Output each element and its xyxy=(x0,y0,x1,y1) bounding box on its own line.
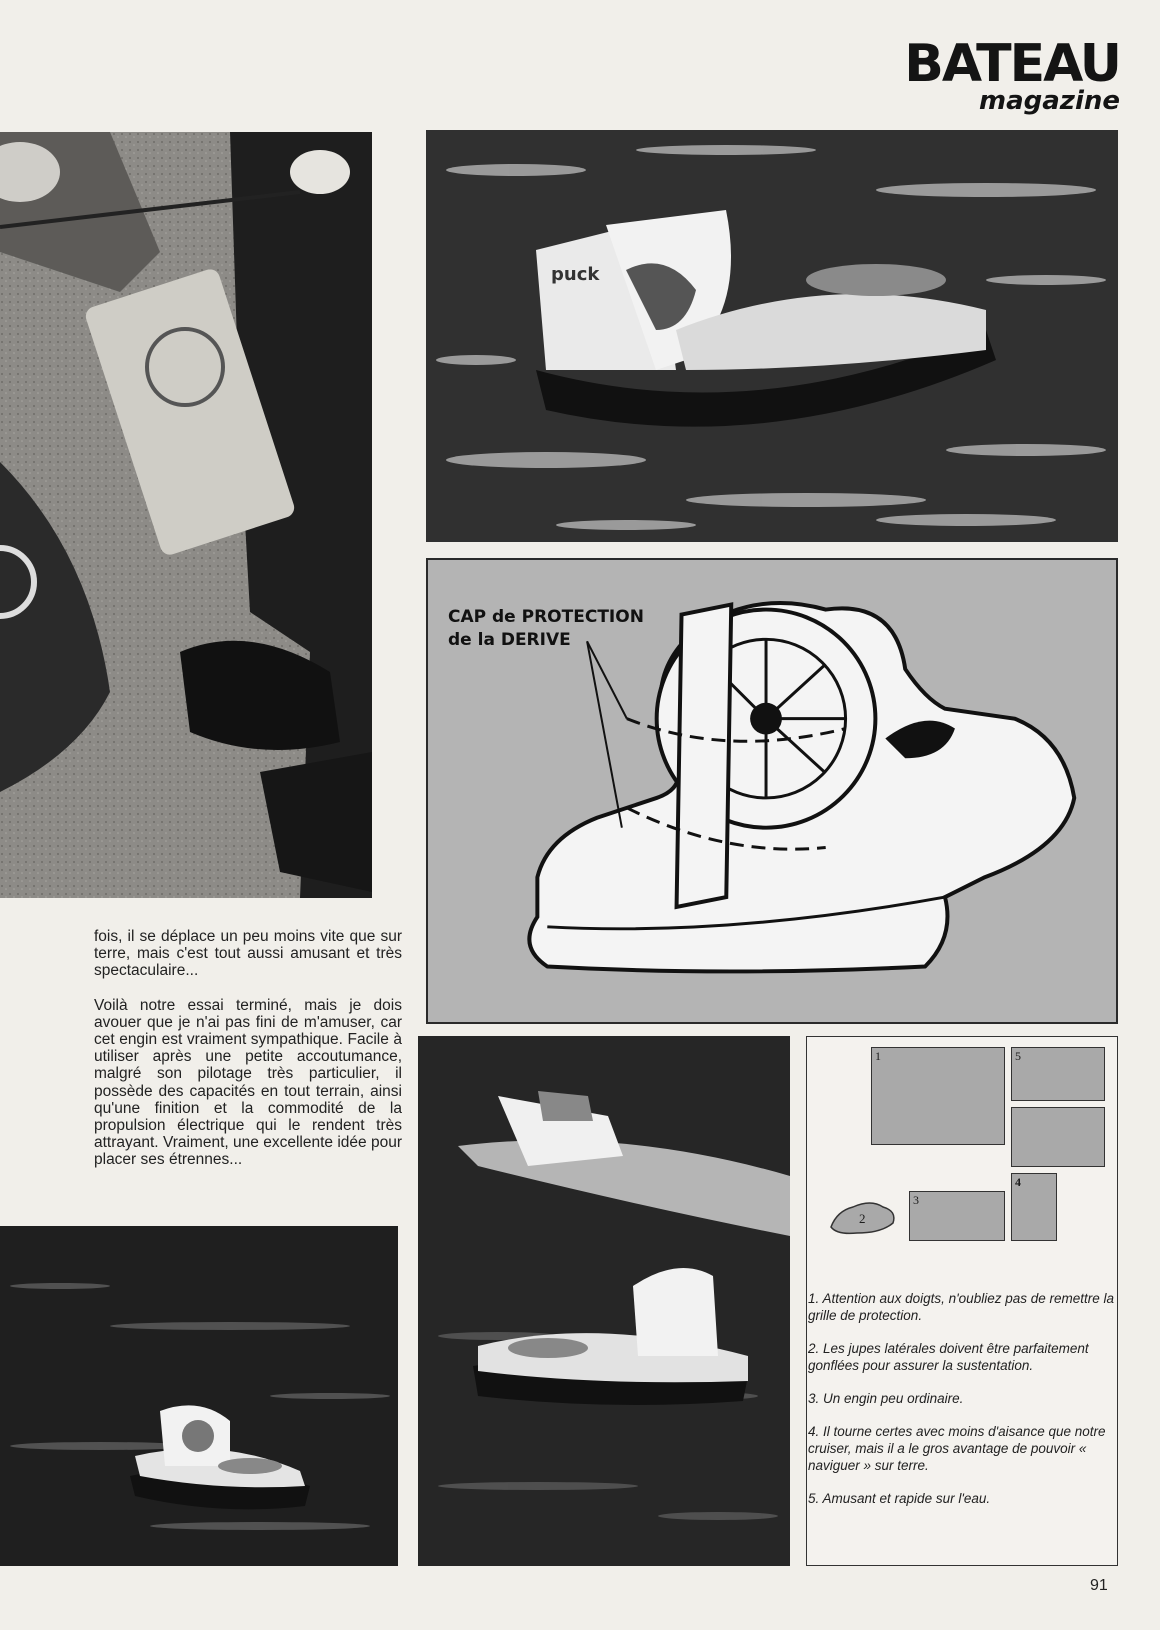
photo-boat-and-hovercraft xyxy=(418,1036,790,1566)
legend-number: 5 xyxy=(1015,1049,1021,1063)
masthead-title: BATEAU xyxy=(904,34,1120,94)
legend-number: 1 xyxy=(875,1049,881,1063)
legend-cell-blank xyxy=(1011,1107,1105,1167)
article-paragraph: fois, il se déplace un peu moins vite que sur terre, mais c'est tout aussi amusant et très spectaculaire... xyxy=(94,928,402,980)
masthead-subtitle: magazine xyxy=(979,86,1120,116)
caption-item: 5. Amusant et rapide sur l'eau. xyxy=(808,1491,991,1506)
legend-cell-3 xyxy=(909,1191,1005,1241)
caption-list xyxy=(808,1290,1120,1523)
legend-number: 4 xyxy=(1015,1175,1021,1189)
caption-item: 4. Il tourne certes avec moins d'aisance que notre cruiser, mais il a le gros avantage de pouvoir « naviguer » sur terre. xyxy=(808,1424,1106,1473)
diagram-label xyxy=(448,606,644,652)
svg-text:puck: puck xyxy=(551,264,600,285)
article-paragraph: Voilà notre essai terminé, mais je dois avouer que je n'ai pas fini de m'amuser, car cet engin est vraiment sympathique. Facile à utiliser après une petite accoutumance, malgré son pilotage très particulier, il possède des capacités en tout terrain, ainsi qu'une finition et la commodité de la propulsion électrique qui le rendent très attrayant. Vraiment, une excellente idée pour placer ses étrennes... xyxy=(94,996,402,1169)
caption-item: 1. Attention aux doigts, n'oubliez pas de remettre la grille de protection. xyxy=(808,1291,1115,1323)
page-number: 91 xyxy=(1090,1577,1108,1594)
photo-hovercraft-lake xyxy=(0,1226,398,1566)
legend-cell-5 xyxy=(1011,1047,1105,1101)
legend-number: 2 xyxy=(859,1211,866,1226)
legend-cell-1 xyxy=(871,1047,1005,1145)
legend-cell-4 xyxy=(1011,1173,1057,1241)
caption-item: 3. Un engin peu ordinaire. xyxy=(808,1391,964,1406)
photo-transmitter-hand xyxy=(0,132,372,898)
article-text xyxy=(94,928,402,1169)
diagram-label-line2: de la DERIVE xyxy=(448,630,571,650)
diagram-label-line1: CAP de PROTECTION xyxy=(448,607,644,627)
caption-item: 2. Les jupes latérales doivent être parfaitement gonflées pour assurer la sustentation. xyxy=(808,1341,1089,1373)
legend-number: 3 xyxy=(913,1193,919,1207)
photo-hovercraft-splash xyxy=(426,130,1118,542)
